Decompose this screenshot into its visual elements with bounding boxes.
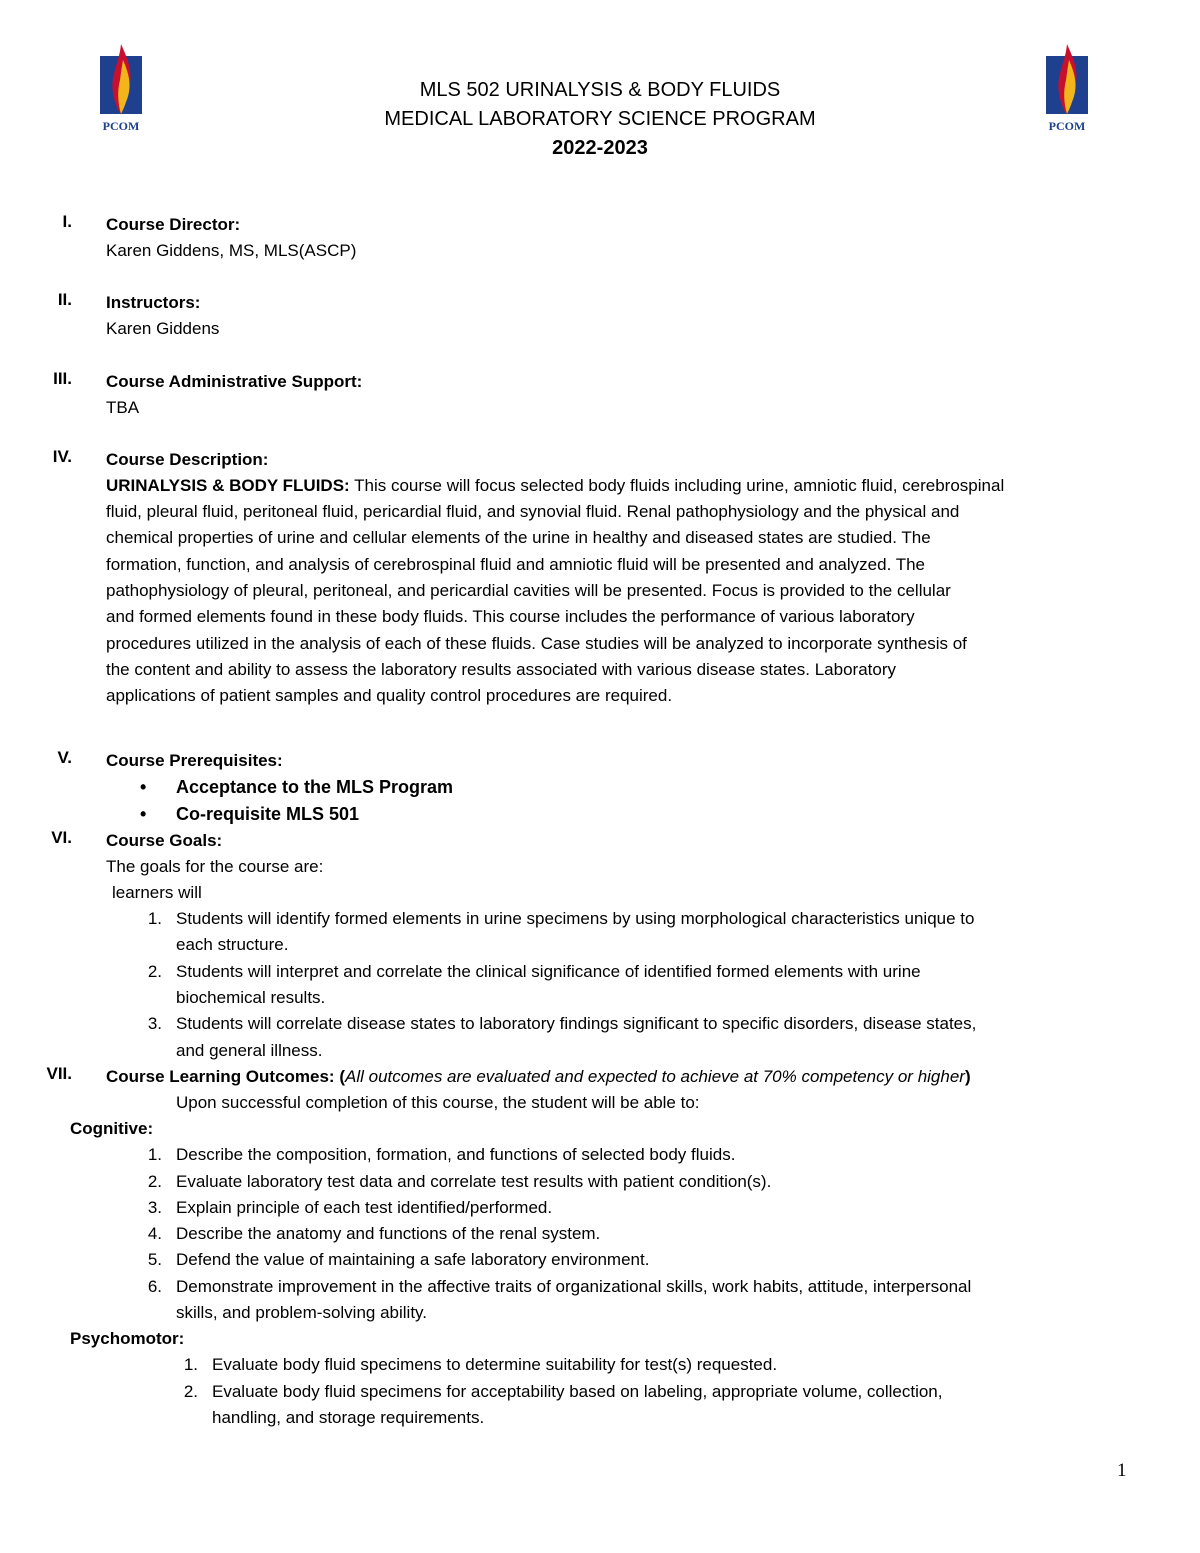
description-line: the content and ability to assess the laboratory results associated with various disease states. Laboratory xyxy=(106,659,896,679)
goals-intro: The goals for the course are: xyxy=(106,856,324,876)
description-line: and formed elements found in these body fluids. This course includes the performance of various laboratory xyxy=(106,607,915,627)
goals-list xyxy=(0,906,1200,1064)
prereq-bullet: • Co-requisite MLS 501 xyxy=(140,801,1200,828)
course-title: MLS 502 URINALYSIS & BODY FLUIDS xyxy=(419,79,781,101)
program-name: MEDICAL LABORATORY SCIENCE PROGRAM xyxy=(384,108,816,130)
instructor-name: Karen Giddens xyxy=(106,319,220,339)
svg-text:PCOM: PCOM xyxy=(1048,119,1086,133)
director-name: Karen Giddens, MS, MLS(ASCP) xyxy=(106,241,357,260)
academic-year: 2022-2023 xyxy=(552,137,648,159)
section-course-goals xyxy=(0,828,1200,1064)
description-line: applications of patient samples and quality control procedures are required. xyxy=(106,686,673,706)
prereq-bullet: • Acceptance to the MLS Program xyxy=(140,774,1200,801)
outcomes-note: All outcomes are evaluated and expected to achieve at 70% competency or higher xyxy=(345,1066,965,1086)
section-course-description xyxy=(0,447,1200,710)
section-prerequisites xyxy=(0,748,1200,828)
admin-support-text: TBA xyxy=(106,397,140,417)
description-line: This course will focus selected body fluids including urine, amniotic fluid, cerebrospinal xyxy=(349,475,1005,495)
section-number: V. xyxy=(57,747,72,767)
description-line: pathophysiology of pleural, peritoneal, and pericardial cavities will be presented. Focus is provided to the cellular xyxy=(106,581,951,601)
section-number: VI. xyxy=(51,827,72,847)
description-paragraph xyxy=(106,473,1146,710)
bullet-icon: • xyxy=(140,776,147,797)
description-line: chemical properties of urine and cellular elements of the urine in healthy and diseased states are studied. The xyxy=(106,528,931,548)
section-title: Course Description: xyxy=(106,449,269,469)
page-number: 1 xyxy=(1117,1460,1127,1481)
bullet-icon: • xyxy=(140,803,147,824)
goals-intro-2: learners will xyxy=(112,882,202,902)
section-number: III. xyxy=(53,368,72,388)
section-title: Course Administrative Support: xyxy=(106,371,363,391)
section-title: Course Director: xyxy=(106,215,241,234)
syllabus-content xyxy=(0,212,1200,1431)
svg-text:PCOM: PCOM xyxy=(102,119,140,133)
list-item: 3. Students will correlate disease states to laboratory findings significant to specific disorders, disease states, and general illness. xyxy=(147,1014,977,1060)
description-line: formation, function, and analysis of cerebrospinal fluid and amniotic fluid will be presented and analyzed. The xyxy=(106,554,926,574)
list-item: 6. Demonstrate improvement in the affective traits of organizational skills, work habits, attitude, interpersonal skills, and problem-solving ability. xyxy=(147,1276,972,1323)
list-item: 3. Explain principle of each test identified/performed. xyxy=(147,1197,553,1217)
section-number: I. xyxy=(62,212,72,231)
document-header xyxy=(0,76,1200,163)
section-admin-support xyxy=(0,369,1200,421)
list-item: 5. Defend the value of maintaining a safe laboratory environment. xyxy=(147,1250,650,1270)
section-title: Course Goals: xyxy=(106,830,223,850)
section-title: Course Learning Outcomes: (All outcomes are evaluated and expected to achieve at 70% competency or higher) xyxy=(106,1066,971,1086)
list-item: 1. Students will identify formed elements in urine specimens by using morphological characteristics unique to each structure. xyxy=(147,909,975,955)
section-course-director xyxy=(0,212,1200,264)
list-item: 2. Evaluate laboratory test data and correlate test results with patient condition(s). xyxy=(147,1171,772,1191)
section-number: II. xyxy=(57,290,72,310)
description-lead: URINALYSIS & BODY FLUIDS: xyxy=(106,475,350,495)
list-item: 2. Evaluate body fluid specimens for acceptability based on labeling, appropriate volume, collection, handling, and storage requirements. xyxy=(183,1381,943,1427)
list-item: 2. Students will interpret and correlate the clinical significance of identified formed elements with urine biochemical results. xyxy=(147,961,921,1008)
section-number: VII. xyxy=(46,1063,72,1083)
list-item: 1. Describe the composition, formation, and functions of selected body fluids. xyxy=(147,1145,736,1165)
section-number: IV. xyxy=(52,446,72,466)
cognitive-heading: Cognitive: xyxy=(70,1119,154,1139)
description-line: procedures utilized in the analysis of each of these fluids. Case studies will be analyzed to incorporate synthesis of xyxy=(106,633,967,653)
cognitive-list xyxy=(0,1142,1200,1326)
description-line: fluid, pleural fluid, peritoneal fluid, pericardial fluid, and synovial fluid. Renal pathophysiology and the physical and xyxy=(106,502,960,522)
section-title: Instructors: xyxy=(106,293,201,313)
psychomotor-heading: Psychomotor: xyxy=(70,1329,185,1349)
section-instructors xyxy=(0,290,1200,342)
list-item: 4. Describe the anatomy and functions of the renal system. xyxy=(147,1224,601,1244)
section-learning-outcomes xyxy=(0,1064,1200,1431)
list-item: 1. Evaluate body fluid specimens to determine suitability for test(s) requested. xyxy=(183,1355,778,1375)
psychomotor-list xyxy=(0,1352,1200,1431)
outcomes-intro: Upon successful completion of this course, the student will be able to: xyxy=(176,1092,700,1112)
section-title: Course Prerequisites: xyxy=(106,750,283,770)
